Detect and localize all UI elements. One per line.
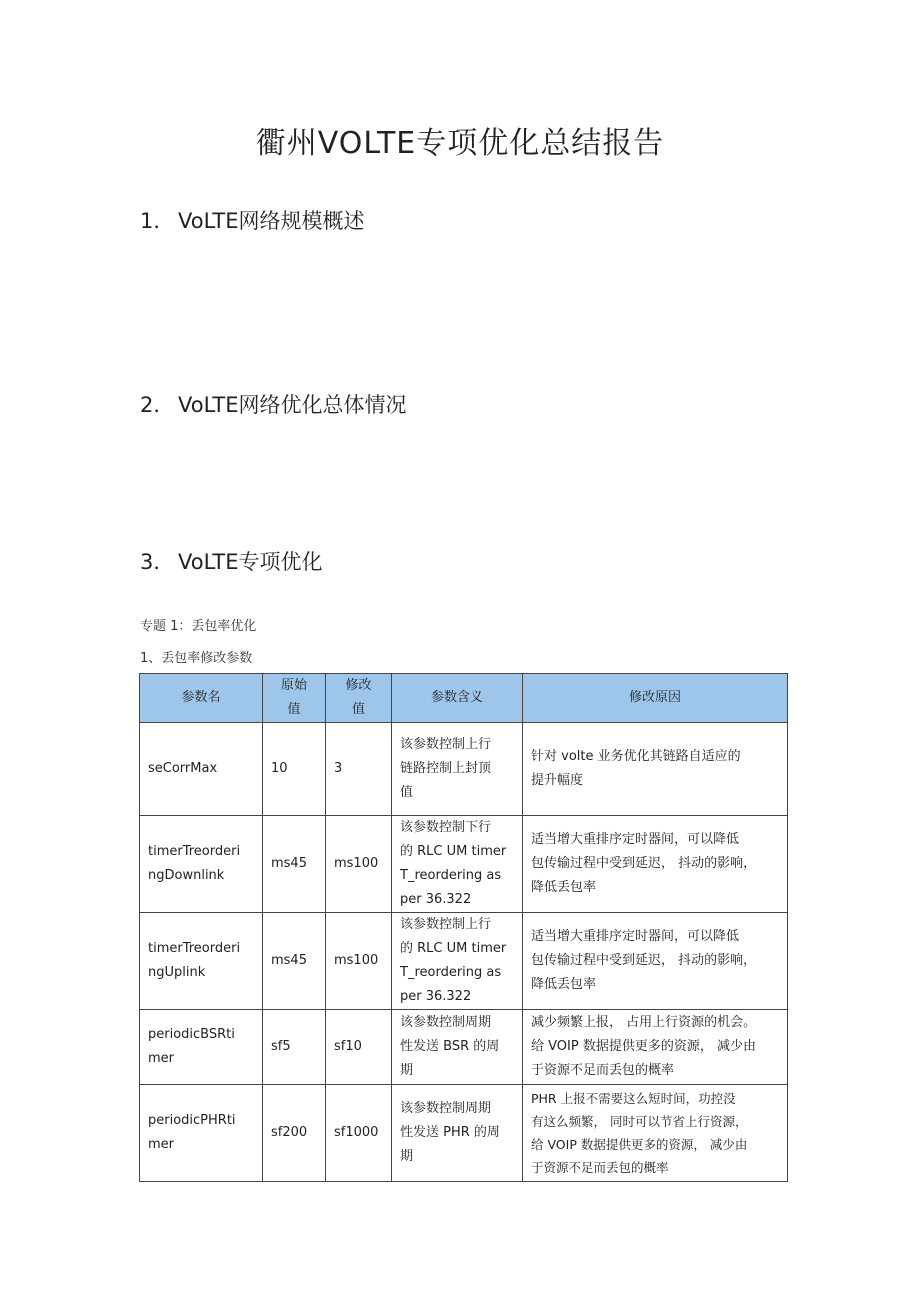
cell-modify-reason: 减少频繁上报， 占用上行资源的机会。 给 VOIP 数据提供更多的资源， 减少由 于资源不足而丢包的概率 — [523, 1010, 788, 1085]
document-title: 衢州VOLTE专项优化总结报告 — [255, 126, 665, 161]
table-row — [140, 723, 788, 816]
section-title: VoLTE网络优化总体情况 — [178, 393, 407, 417]
subtopic-label: 1、丢包率修改参数 — [140, 651, 253, 666]
cell-modified-value: ms100 — [326, 816, 392, 913]
header-modify-reason: 修改原因 — [523, 674, 788, 723]
cell-param-meaning: 该参数控制上行 链路控制上封顶 值 — [392, 723, 523, 816]
header-param-name: 参数名 — [140, 674, 263, 723]
section-number: 3． — [140, 550, 175, 574]
table-header-row — [140, 674, 788, 723]
topic-label: 专题 1：丢包率优化 — [140, 619, 257, 634]
section-number: 2． — [140, 393, 175, 417]
cell-param-meaning: 该参数控制周期 性发送 PHR 的周 期 — [392, 1085, 523, 1182]
section-heading-2 — [140, 389, 407, 419]
cell-param-name: seCorrMax — [140, 723, 263, 816]
section-number: 1． — [140, 209, 175, 233]
cell-modified-value: ms100 — [326, 913, 392, 1010]
cell-modify-reason: 适当增大重排序定时器间，可以降低 包传输过程中受到延迟， 抖动的影响， 降低丢包率 — [523, 816, 788, 913]
cell-modified-value: sf1000 — [326, 1085, 392, 1182]
section-title: VoLTE专项优化 — [178, 550, 323, 574]
cell-param-meaning: 该参数控制下行 的 RLC UM timer T_reordering as per 36.322 — [392, 816, 523, 913]
cell-param-name: timerTreorderi ngDownlink — [140, 816, 263, 913]
section-title: VoLTE网络规模概述 — [178, 209, 365, 233]
table-row — [140, 1010, 788, 1085]
cell-modified-value: sf10 — [326, 1010, 392, 1085]
parameter-table — [139, 673, 788, 1182]
cell-param-name: periodicPHRti mer — [140, 1085, 263, 1182]
header-original-value: 原始 值 — [263, 674, 326, 723]
cell-modify-reason: PHR 上报不需要这么短时间，功控没 有这么频繁， 同时可以节省上行资源， 给 VOIP 数据提供更多的资源， 减少由 于资源不足而丢包的概率 — [523, 1085, 788, 1182]
cell-param-name: timerTreorderi ngUplink — [140, 913, 263, 1010]
section-heading-3 — [140, 546, 323, 576]
cell-original-value: ms45 — [263, 816, 326, 913]
section-heading-1 — [140, 205, 365, 235]
cell-param-meaning: 该参数控制周期 性发送 BSR 的周 期 — [392, 1010, 523, 1085]
cell-original-value: 10 — [263, 723, 326, 816]
cell-modify-reason: 适当增大重排序定时器间，可以降低 包传输过程中受到延迟， 抖动的影响， 降低丢包率 — [523, 913, 788, 1010]
cell-param-meaning: 该参数控制上行 的 RLC UM timer T_reordering as per 36.322 — [392, 913, 523, 1010]
cell-original-value: ms45 — [263, 913, 326, 1010]
table-row — [140, 913, 788, 1010]
table-row — [140, 1085, 788, 1182]
header-modified-value: 修改 值 — [326, 674, 392, 723]
cell-modified-value: 3 — [326, 723, 392, 816]
cell-param-name: periodicBSRti mer — [140, 1010, 263, 1085]
table-row — [140, 816, 788, 913]
cell-modify-reason: 针对 volte 业务优化其链路自适应的 提升幅度 — [523, 723, 788, 816]
header-param-meaning: 参数含义 — [392, 674, 523, 723]
cell-original-value: sf5 — [263, 1010, 326, 1085]
cell-original-value: sf200 — [263, 1085, 326, 1182]
